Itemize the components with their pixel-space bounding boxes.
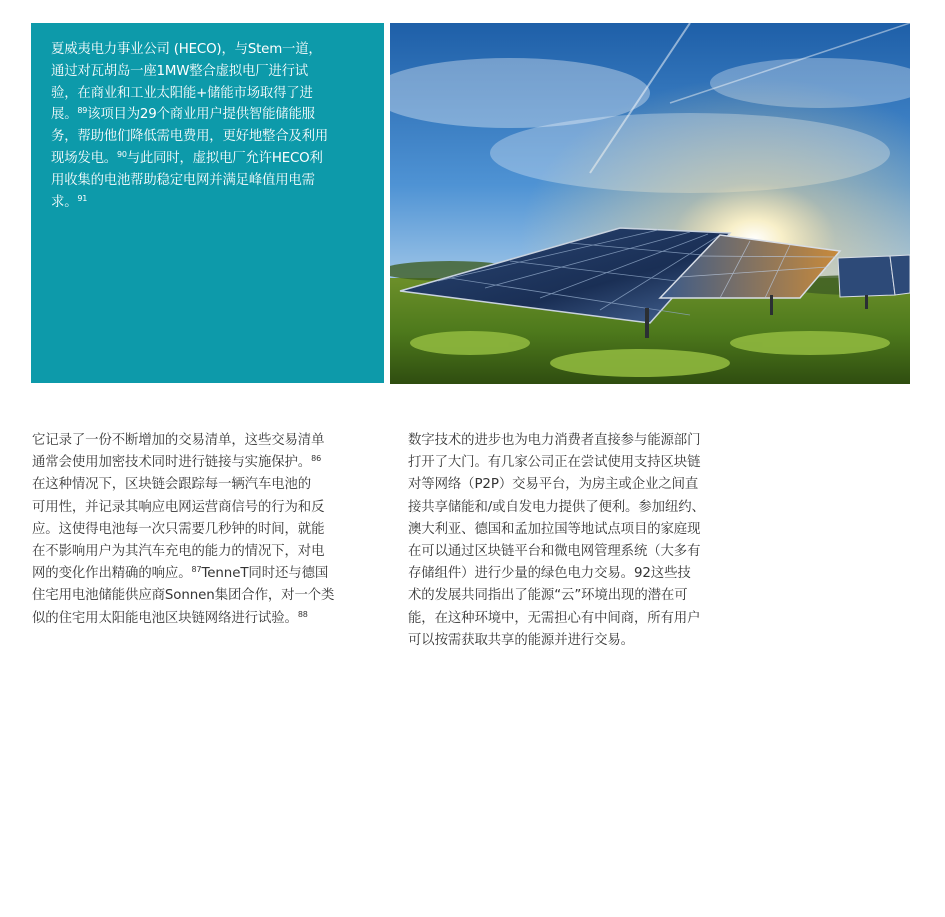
callout-text xyxy=(51,39,368,213)
paragraph-line xyxy=(408,497,758,519)
callout-line xyxy=(51,192,368,214)
callout-line-text: 用收集的电池帮助稳定电网并满足峰值用电需 xyxy=(51,172,315,188)
callout-line-text: 该项目为29个商业用户提供智能储能服 xyxy=(87,107,315,123)
footnote-ref: 88 xyxy=(297,609,308,619)
callout-line xyxy=(51,104,368,126)
paragraph-line-text: 似的住宅用太阳能电池区块链网络进行试验。 xyxy=(32,610,298,626)
callout-line-text: 验，在商业和工业太阳能+储能市场取得了进 xyxy=(51,85,313,101)
paragraph-line-text: 在可以通过区块链平台和微电网管理系统（大多有 xyxy=(408,544,701,560)
callout-line-text: 与此同时，虚拟电厂允许HECO利 xyxy=(126,150,323,166)
paragraph-line-text: 可以按需获取共享的能源并进行交易。 xyxy=(408,632,634,648)
footnote-ref: 86 xyxy=(311,454,322,464)
callout-line-text: 夏威夷电力事业公司 (HECO)，与Stem一道， xyxy=(51,42,322,57)
paragraph-line xyxy=(408,630,758,652)
paragraph-line-text: 可用性，并记录其响应电网运营商信号的行为和反 xyxy=(32,499,325,515)
paragraph-line xyxy=(32,608,382,630)
paragraph-line xyxy=(408,430,758,452)
paragraph-line xyxy=(32,430,382,452)
callout-line-text: 通过对瓦胡岛一座1MW整合虚拟电厂进行试 xyxy=(51,63,308,79)
footnote-ref: 90 xyxy=(116,149,127,159)
paragraph-line-text: 数字技术的进步也为电力消费者直接参与能源部门 xyxy=(408,433,701,448)
footnote-ref: 91 xyxy=(77,193,88,203)
footnote-ref: 89 xyxy=(77,106,88,116)
paragraph-line xyxy=(408,563,758,585)
callout-line xyxy=(51,83,368,105)
callout-line xyxy=(51,39,368,61)
paragraph-line-text: 术的发展共同指出了能源“云”环境出现的潜在可 xyxy=(408,588,688,604)
paragraph-line xyxy=(408,519,758,541)
paragraph-line-text: 接共享储能和/或自发电力提供了便利。参加纽约、 xyxy=(408,499,705,515)
paragraph-line-text: 打开了大门。有几家公司正在尝试使用支持区块链 xyxy=(408,455,701,471)
callout-line xyxy=(51,170,368,192)
callout-line-text: 务，帮助他们降低需电费用，更好地整合及利用 xyxy=(51,129,329,145)
paragraph-line xyxy=(408,585,758,607)
paragraph-line xyxy=(408,541,758,563)
callout-line-text: 现场发电。 xyxy=(51,150,117,166)
callout-line xyxy=(51,61,368,83)
paragraph-line-text: 它记录了一份不断增加的交易清单，这些交易清单 xyxy=(32,433,325,448)
paragraph-line-text: 对等网络（P2P）交易平台，为房主或企业之间直 xyxy=(408,477,699,493)
callout-line xyxy=(51,148,368,170)
paragraph-line xyxy=(408,474,758,496)
right-column xyxy=(408,430,758,652)
callout-line-text: 求。 xyxy=(51,194,78,210)
paragraph-line-text: 澳大利亚、德国和孟加拉国等地试点项目的家庭现 xyxy=(408,521,701,537)
paragraph-line-text: 通常会使用加密技术同时进行链接与实施保护。 xyxy=(32,455,312,471)
callout-box xyxy=(31,23,384,383)
paragraph-line xyxy=(32,563,382,585)
paragraph-line xyxy=(32,541,382,563)
callout-line-text: 展。 xyxy=(51,107,78,123)
left-column xyxy=(32,430,382,630)
paragraph-line xyxy=(408,608,758,630)
paragraph-line xyxy=(32,497,382,519)
paragraph-line xyxy=(408,452,758,474)
paragraph-line-text: 网的变化作出精确的响应。 xyxy=(32,566,192,582)
paragraph-line-text: TenneT同时还与德国 xyxy=(201,566,329,582)
footnote-ref: 87 xyxy=(191,565,202,575)
paragraph-line xyxy=(32,585,382,607)
paragraph-line-text: 在这种情况下，区块链会跟踪每一辆汽车电池的 xyxy=(32,477,312,493)
solar-panels-illustration xyxy=(390,23,910,384)
paragraph-line-text: 能，在这种环境中，无需担心有中间商，所有用户 xyxy=(408,610,701,626)
paragraph-line-text: 住宅用电池储能供应商Sonnen集团合作，对一个类 xyxy=(32,588,335,604)
paragraph-line-text: 存储组件）进行少量的绿色电力交易。92这些技 xyxy=(408,566,691,582)
paragraph-line xyxy=(32,452,382,474)
solar-panels-photo xyxy=(390,23,910,384)
paragraph-line xyxy=(32,474,382,496)
callout-line xyxy=(51,126,368,148)
paragraph-line xyxy=(32,519,382,541)
paragraph-line-text: 应。这使得电池每一次只需要几秒钟的时间，就能 xyxy=(32,521,325,537)
paragraph-line-text: 在不影响用户为其汽车充电的能力的情况下，对电 xyxy=(32,544,325,560)
